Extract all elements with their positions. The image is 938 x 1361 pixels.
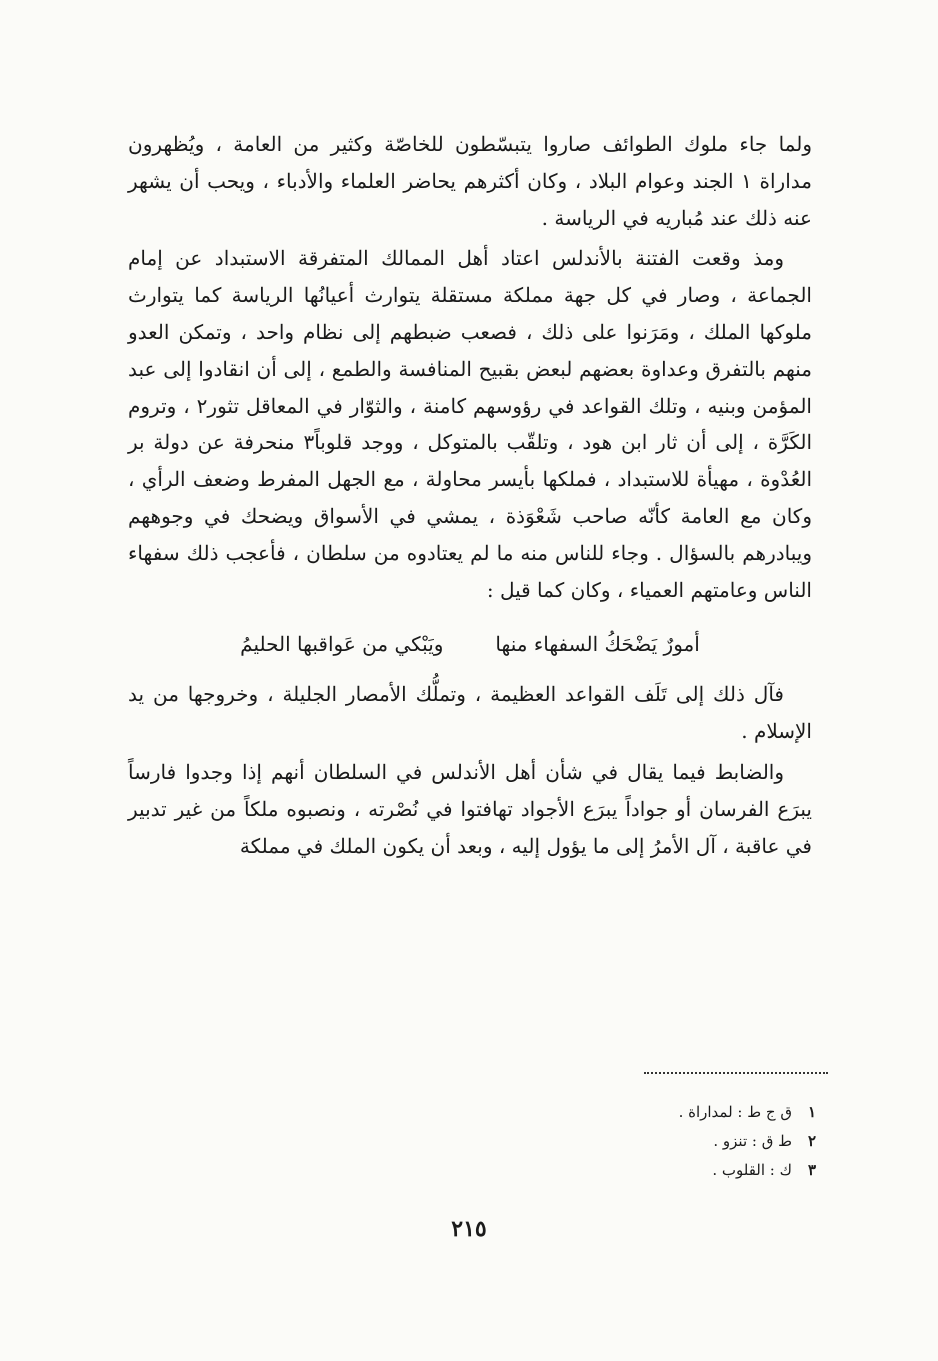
page-number: ٢١٥ bbox=[451, 1216, 487, 1242]
footnote-2 bbox=[500, 1127, 816, 1156]
footnote-number: ٣ bbox=[807, 1161, 816, 1179]
paragraph-2: ومذ وقعت الفتنة بالأندلس اعتاد أهل الممالك المتفرقة الاستبداد عن إمام الجماعة ، وصار في كل جهة مملكة مستقلة يتوارث أعيانُها الرياسة كما يتوارث ملوكها الملك ، ومَرَنوا على ذلك ، فصعب ضبطهم إلى نظام واحد ، وتمكن العدو منهم بالتفرق وعداوة بعضهم لبعض بقبيح المنافسة والطمع ، إلى أن انقادوا إلى عبد المؤمن وبنيه ، وتلك القواعد في رؤوسهم كامنة ، والثوّار في المعاقل تثور٢ ، وتروم الكَرَّة ، إلى أن ثار ابن هود ، وتلقّب بالمتوكل ، ووجد قلوباً٣ منحرفة عن دولة بر العُدْوة ، مهيأة للاستبداد ، فملكها بأيسر محاولة ، مع الجهل المفرط وضعف الرأي ، وكان مع العامة كأنّه صاحب شَعْوَذة ، يمشي في الأسواق ويضحك في وجوههم ويبادرهم بالسؤال . وجاء للناس منه ما لم يعتادوه من سلطان ، فأعجب ذلك سفهاء الناس وعامتهم العمياء ، وكان كما قيل : bbox=[128, 246, 813, 602]
paragraph-4: والضابط فيما يقال في شأن أهل الأندلس في السلطان أنهم إذا وجدوا فارساً يبرَع الفرسان أو جواداً يبرَع الأجواد تهافتوا في نُصْرته ، ونصبوه ملكاً من غير تدبير في عاقبة ، آل الأمرُ إلى ما يؤول إليه ، وبعد أن يكون الملك في مملكة bbox=[128, 759, 812, 858]
footnote-3 bbox=[500, 1156, 816, 1185]
footnote-text: ط ق : تنزو . bbox=[713, 1132, 792, 1150]
footnote-number: ٢ bbox=[807, 1132, 816, 1150]
paragraph-3: فآل ذلك إلى تَلَف القواعد العظيمة ، وتملُّك الأمصار الجليلة ، وخروجها من يد الإسلام . bbox=[128, 682, 812, 744]
footnote-number: ١ bbox=[807, 1103, 816, 1121]
paragraph-1: ولما جاء ملوك الطوائف صاروا يتبسّطون للخاصّة وكثير من العامة ، ويُظهرون مداراة ١ الجند وعوام البلاد ، وكان أكثرهم يحاضر العلماء والأدباء ، ويحب أن يشهر عنه ذلك عند مُباريه في الرياسة . bbox=[128, 132, 812, 230]
verse-second-hemistich: ويَبْكي من عَواقبها الحليمُ bbox=[240, 632, 444, 657]
footnote-text: ك : القلوب . bbox=[712, 1161, 792, 1179]
footnote-text: ق ج ط : لمداراة . bbox=[678, 1103, 792, 1121]
footnote-divider bbox=[644, 1072, 828, 1074]
footnote-1 bbox=[500, 1098, 816, 1127]
main-text bbox=[128, 126, 812, 864]
poetry-verse bbox=[128, 626, 812, 662]
verse-first-hemistich: أمورٌ يَضْحَكُ السفهاء منها bbox=[495, 632, 700, 657]
footnotes bbox=[500, 1098, 816, 1185]
